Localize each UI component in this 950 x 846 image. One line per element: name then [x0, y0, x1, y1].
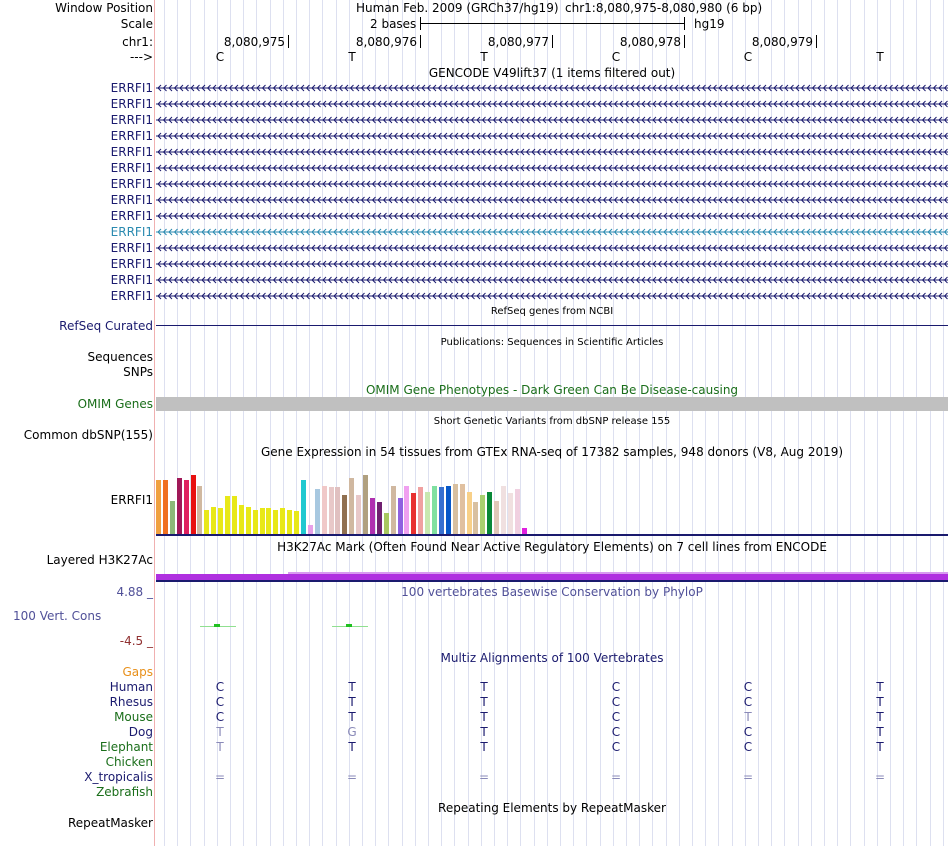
- multiz-aligned-base: T: [744, 710, 752, 724]
- gencode-gene-label[interactable]: ERRFI1: [110, 257, 153, 271]
- gencode-transcript[interactable]: [156, 194, 948, 206]
- scale-bar-right-tick: [684, 17, 685, 30]
- strand-label: --->: [129, 50, 153, 64]
- gencode-gene-label[interactable]: ERRFI1: [110, 193, 153, 207]
- gencode-transcript[interactable]: [156, 274, 948, 286]
- scale-text: 2 bases: [370, 17, 417, 31]
- gtex-tissue-bar[interactable]: [494, 501, 499, 534]
- multiz-aligned-base: C: [611, 710, 621, 724]
- gtex-tissue-bar[interactable]: [384, 513, 389, 534]
- multiz-species-label[interactable]: Human: [109, 680, 153, 694]
- gencode-transcript[interactable]: [156, 258, 948, 270]
- ruler-position: 8,080,977: [487, 35, 549, 49]
- multiz-species-label[interactable]: Elephant: [99, 740, 153, 754]
- multiz-species-label[interactable]: X_tropicalis: [84, 770, 153, 784]
- gtex-tissue-bar[interactable]: [253, 510, 258, 534]
- multiz-aligned-base: C: [215, 695, 225, 709]
- h3k27ac-signal-peak: [288, 572, 948, 574]
- gtex-tissue-bar[interactable]: [432, 486, 437, 534]
- gtex-tissue-bar[interactable]: [218, 508, 223, 534]
- h3k27ac-title: H3K27Ac Mark (Often Found Near Active Regulatory Elements) on 7 cell lines from ENCODE: [277, 540, 827, 554]
- gencode-transcript[interactable]: [156, 162, 948, 174]
- gtex-tissue-bar[interactable]: [342, 495, 347, 534]
- ruler-tick: [816, 35, 817, 48]
- multiz-aligned-base: T: [348, 695, 356, 709]
- gtex-tissue-bar[interactable]: [280, 508, 285, 534]
- label-divider: [154, 0, 155, 846]
- sequences-label[interactable]: Sequences: [87, 350, 153, 364]
- gtex-tissue-bar[interactable]: [418, 487, 423, 534]
- gtex-tissue-bar[interactable]: [308, 525, 313, 534]
- gencode-transcript[interactable]: [156, 290, 948, 302]
- multiz-aligned-base: T: [480, 695, 488, 709]
- assembly-title: Human Feb. 2009 (GRCh37/hg19): [356, 1, 559, 15]
- sequence-base: T: [876, 50, 884, 64]
- multiz-aligned-base: =: [346, 770, 358, 784]
- gaps-label[interactable]: Gaps: [122, 665, 153, 679]
- ruler-tick: [420, 35, 421, 48]
- multiz-species-label[interactable]: Mouse: [114, 710, 153, 724]
- gencode-transcript[interactable]: [156, 226, 948, 238]
- phylop-score-mark: [214, 624, 220, 627]
- gtex-tissue-bar[interactable]: [473, 502, 478, 534]
- refseq-gene-line[interactable]: [156, 325, 948, 326]
- gtex-tissue-bar[interactable]: [211, 507, 216, 534]
- gtex-tissue-bar[interactable]: [260, 508, 265, 534]
- gtex-tissue-bar[interactable]: [156, 480, 161, 534]
- multiz-aligned-base: =: [742, 770, 754, 784]
- h3k27ac-label[interactable]: Layered H3K27Ac: [46, 553, 153, 567]
- gencode-gene-label[interactable]: ERRFI1: [110, 113, 153, 127]
- multiz-aligned-base: =: [610, 770, 622, 784]
- gencode-gene-label[interactable]: ERRFI1: [110, 209, 153, 223]
- gtex-tissue-bar[interactable]: [170, 501, 175, 534]
- sequence-base: T: [480, 50, 488, 64]
- gtex-tissue-bar[interactable]: [197, 486, 202, 534]
- multiz-aligned-base: C: [611, 680, 621, 694]
- publications-title: Publications: Sequences in Scientific Articles: [440, 337, 664, 348]
- gtex-tissue-bar[interactable]: [191, 475, 196, 534]
- gtex-tissue-bar[interactable]: [294, 511, 299, 534]
- scale-bar: [420, 23, 684, 24]
- multiz-aligned-base: C: [611, 725, 621, 739]
- multiz-aligned-base: C: [743, 740, 753, 754]
- multiz-aligned-base: T: [348, 710, 356, 724]
- ruler-position: 8,080,975: [223, 35, 285, 49]
- multiz-aligned-base: C: [743, 725, 753, 739]
- gencode-gene-label[interactable]: ERRFI1: [110, 97, 153, 111]
- gencode-transcript[interactable]: [156, 178, 948, 190]
- multiz-aligned-base: C: [743, 680, 753, 694]
- gtex-tissue-bar[interactable]: [501, 486, 506, 534]
- multiz-aligned-base: =: [478, 770, 490, 784]
- gtex-tissue-bar[interactable]: [363, 475, 368, 534]
- gtex-tissue-bar[interactable]: [377, 502, 382, 534]
- phylop-min: -4.5 _: [119, 634, 153, 648]
- gencode-title: GENCODE V49lift37 (1 items filtered out): [428, 66, 676, 80]
- multiz-species-label[interactable]: Zebrafish: [96, 785, 153, 799]
- sequence-base: T: [348, 50, 356, 64]
- dbsnp-title: Short Genetic Variants from dbSNP release 155: [433, 416, 671, 427]
- scale-bar-left-tick: [420, 17, 421, 30]
- multiz-aligned-base: T: [348, 680, 356, 694]
- gtex-tissue-bar[interactable]: [349, 478, 354, 534]
- gtex-tissue-bar[interactable]: [356, 495, 361, 534]
- region-coordinates: chr1:8,080,975-8,080,980 (6 bp): [565, 1, 763, 15]
- gtex-tissue-bar[interactable]: [425, 492, 430, 534]
- gtex-tissue-bar[interactable]: [301, 480, 306, 534]
- h3k27ac-baseline: [156, 580, 948, 582]
- gencode-gene-label[interactable]: ERRFI1: [110, 177, 153, 191]
- multiz-aligned-base: =: [874, 770, 886, 784]
- gencode-transcript[interactable]: [156, 82, 948, 94]
- gtex-tissue-bar[interactable]: [204, 510, 209, 534]
- refseq-label[interactable]: RefSeq Curated: [59, 319, 153, 333]
- multiz-aligned-base: T: [876, 740, 884, 754]
- multiz-aligned-base: T: [876, 680, 884, 694]
- gtex-tissue-bar[interactable]: [239, 505, 244, 534]
- gencode-transcript[interactable]: [156, 210, 948, 222]
- gtex-tissue-bar[interactable]: [404, 486, 409, 534]
- gencode-gene-label[interactable]: ERRFI1: [110, 129, 153, 143]
- gtex-tissue-bar[interactable]: [266, 508, 271, 534]
- gtex-tissue-bar[interactable]: [184, 480, 189, 534]
- chrom-label: chr1:: [122, 35, 153, 49]
- gtex-tissue-bar[interactable]: [480, 495, 485, 534]
- gencode-gene-label[interactable]: ERRFI1: [110, 241, 153, 255]
- multiz-aligned-base: T: [216, 740, 224, 754]
- multiz-aligned-base: T: [480, 680, 488, 694]
- gtex-tissue-bar[interactable]: [322, 486, 327, 534]
- ruler-position: 8,080,976: [355, 35, 417, 49]
- refseq-title: RefSeq genes from NCBI: [490, 306, 614, 317]
- gtex-tissue-bar[interactable]: [232, 496, 237, 534]
- gtex-tissue-bar[interactable]: [487, 492, 492, 534]
- gtex-tissue-bar[interactable]: [453, 484, 458, 534]
- gtex-bar-chart[interactable]: [156, 459, 948, 534]
- multiz-aligned-base: C: [215, 680, 225, 694]
- gtex-baseline: [156, 534, 948, 536]
- gtex-tissue-bar[interactable]: [315, 489, 320, 534]
- gtex-tissue-bar[interactable]: [225, 496, 230, 534]
- multiz-species-label[interactable]: Rhesus: [109, 695, 153, 709]
- gtex-tissue-bar[interactable]: [163, 480, 168, 534]
- multiz-aligned-base: T: [216, 725, 224, 739]
- ruler-tick: [288, 35, 289, 48]
- multiz-aligned-base: C: [611, 740, 621, 754]
- gtex-gene-label[interactable]: ERRFI1: [110, 493, 153, 507]
- multiz-aligned-base: G: [347, 725, 357, 739]
- gtex-tissue-bar[interactable]: [329, 487, 334, 534]
- gtex-tissue-bar[interactable]: [273, 510, 278, 534]
- phylop-score-mark: [346, 624, 352, 627]
- gtex-tissue-bar[interactable]: [391, 486, 396, 534]
- multiz-aligned-base: =: [214, 770, 226, 784]
- multiz-aligned-base: T: [876, 710, 884, 724]
- gtex-tissue-bar[interactable]: [467, 492, 472, 534]
- gtex-tissue-bar[interactable]: [335, 487, 340, 534]
- gencode-gene-label[interactable]: ERRFI1: [110, 81, 153, 95]
- omim-label[interactable]: OMIM Genes: [77, 397, 153, 411]
- phylop-max: 4.88 _: [116, 585, 153, 599]
- gtex-tissue-bar[interactable]: [370, 498, 375, 534]
- scale-db: hg19: [694, 17, 725, 31]
- omim-gene-bar[interactable]: [156, 397, 948, 411]
- gencode-transcript[interactable]: [156, 242, 948, 254]
- gtex-tissue-bar[interactable]: [398, 498, 403, 534]
- sequence-base: C: [611, 50, 621, 64]
- repeatmasker-label[interactable]: RepeatMasker: [67, 816, 153, 830]
- gencode-gene-label[interactable]: ERRFI1: [110, 161, 153, 175]
- gtex-tissue-bar[interactable]: [439, 487, 444, 534]
- gencode-transcript[interactable]: [156, 130, 948, 142]
- gencode-transcript[interactable]: [156, 146, 948, 158]
- multiz-title: Multiz Alignments of 100 Vertebrates: [440, 651, 664, 665]
- ruler-tick: [552, 35, 553, 48]
- gtex-tissue-bar[interactable]: [515, 489, 520, 534]
- gtex-tissue-bar[interactable]: [287, 510, 292, 534]
- gtex-tissue-bar[interactable]: [177, 478, 182, 534]
- multiz-aligned-base: T: [480, 710, 488, 724]
- snps-label[interactable]: SNPs: [123, 365, 153, 379]
- multiz-aligned-base: T: [876, 725, 884, 739]
- gtex-tissue-bar[interactable]: [411, 493, 416, 534]
- sequence-base: C: [215, 50, 225, 64]
- multiz-aligned-base: C: [215, 710, 225, 724]
- phylop-label[interactable]: 100 Vert. Cons: [13, 609, 102, 623]
- ruler-tick: [684, 35, 685, 48]
- multiz-aligned-base: C: [743, 695, 753, 709]
- dbsnp-label[interactable]: Common dbSNP(155): [23, 428, 153, 442]
- multiz-aligned-base: C: [611, 695, 621, 709]
- multiz-aligned-base: T: [480, 725, 488, 739]
- window-position-label: Window Position: [55, 1, 153, 15]
- ruler-position: 8,080,978: [619, 35, 681, 49]
- gtex-tissue-bar[interactable]: [508, 493, 513, 534]
- gencode-transcript[interactable]: [156, 114, 948, 126]
- gencode-gene-label[interactable]: ERRFI1: [110, 273, 153, 287]
- gencode-gene-label[interactable]: ERRFI1: [110, 145, 153, 159]
- omim-title: OMIM Gene Phenotypes - Dark Green Can Be Disease-causing: [365, 383, 739, 397]
- gencode-transcript[interactable]: [156, 98, 948, 110]
- gencode-gene-label[interactable]: ERRFI1: [110, 225, 153, 239]
- gtex-title: Gene Expression in 54 tissues from GTEx RNA-seq of 17382 samples, 948 donors (V8, Aug 2019): [260, 445, 844, 459]
- gencode-gene-label[interactable]: ERRFI1: [110, 289, 153, 303]
- scale-label: Scale: [120, 17, 153, 31]
- ruler-position: 8,080,979: [751, 35, 813, 49]
- multiz-species-label[interactable]: Chicken: [105, 755, 153, 769]
- multiz-species-label[interactable]: Dog: [128, 725, 153, 739]
- repeatmasker-title: Repeating Elements by RepeatMasker: [438, 801, 666, 815]
- gtex-tissue-bar[interactable]: [446, 486, 451, 534]
- phylop-title: 100 vertebrates Basewise Conservation by PhyloP: [401, 585, 703, 599]
- gtex-tissue-bar[interactable]: [246, 507, 251, 534]
- multiz-aligned-base: T: [876, 695, 884, 709]
- sequence-base: C: [743, 50, 753, 64]
- multiz-aligned-base: T: [348, 740, 356, 754]
- multiz-aligned-base: T: [480, 740, 488, 754]
- gtex-tissue-bar[interactable]: [460, 484, 465, 534]
